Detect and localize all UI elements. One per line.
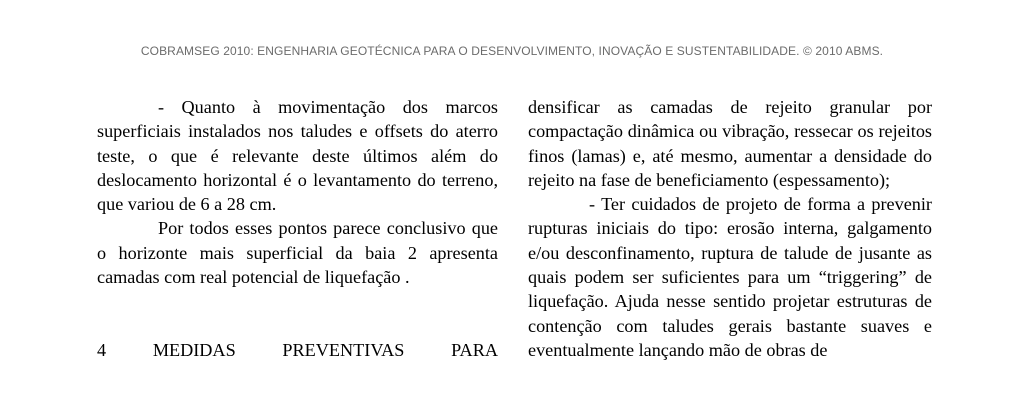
section-heading-word-3: PARA (451, 340, 498, 361)
section-heading-word-1: MEDIDAS (152, 340, 236, 361)
paragraph-marcos-superficiais: - Quanto à movimentação dos marcos superficiais instalados nos taludes e offsets do aterro teste, o que é relevante deste últimos além do deslocamento horizontal é o levantamento do terreno, que variou de 6 a 28 cm. (97, 97, 498, 215)
section-heading-word-2: PREVENTIVAS (282, 340, 405, 361)
left-column (97, 95, 498, 363)
paragraph-conclusao-liquefacao: Por todos esses pontos parece conclusivo que o horizonte mais superficial da baia 2 apresenta camadas com real potencial de liquefação . (97, 218, 498, 288)
section-number: 4 (97, 340, 107, 361)
running-header: COBRAMSEG 2010: ENGENHARIA GEOTÉCNICA PARA O DESENVOLVIMENTO, INOVAÇÃO E SUSTENTABILIDADE. © 2010 ABMS. (140, 44, 884, 58)
section-heading (97, 338, 498, 362)
paragraph-densificar: densificar as camadas de rejeito granular por compactação dinâmica ou vibração, ressecar os rejeitos finos (lamas) e, até mesmo, aumentar a densidade do rejeito na fase de beneficiamento (espessamento); (528, 97, 932, 190)
section-spacer (97, 289, 498, 338)
right-column (528, 95, 932, 362)
paragraph-cuidados-projeto: - Ter cuidados de projeto de forma a prevenir rupturas iniciais do tipo: erosão interna, galgamento e/ou desconfinamento, ruptura de talude de jusante as quais podem ser suficientes para um “triggering” de liquefação. Ajuda nesse sentido projetar estruturas de contenção com taludes gerais bastante suaves e eventualmente lançando mão de obras de (528, 194, 932, 360)
